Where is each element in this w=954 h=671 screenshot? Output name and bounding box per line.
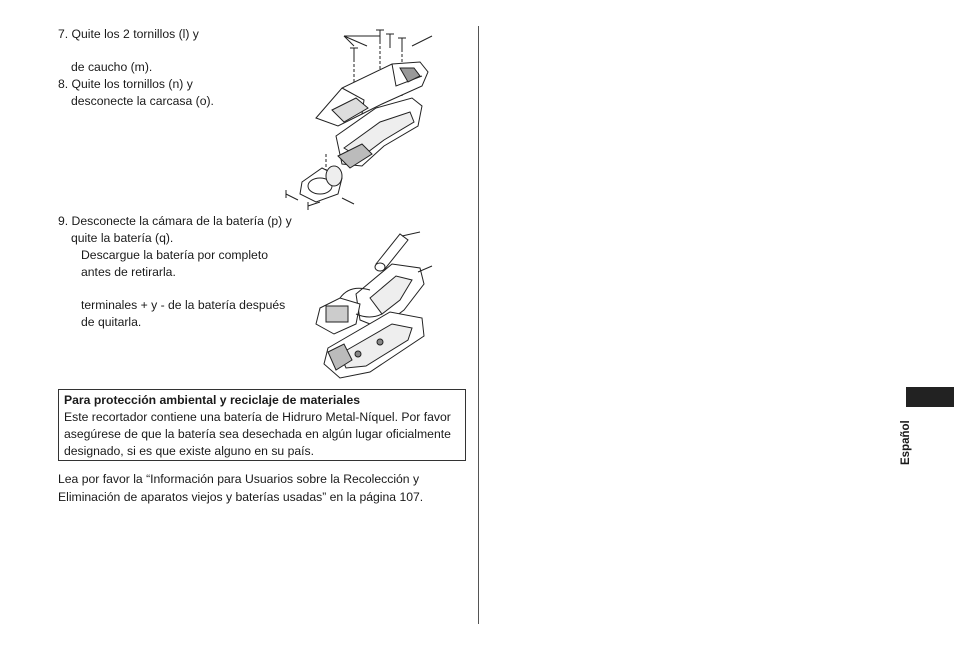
- note-line1: Descargue la batería por completo: [81, 248, 268, 262]
- battery-removal-illustration: [300, 224, 440, 384]
- step9-line2: quite la batería (q).: [71, 231, 174, 245]
- step8-line1: 8. Quite los tornillos (n) y: [58, 77, 193, 91]
- step9-line1: 9. Desconecte la cámara de la batería (p) y: [58, 214, 292, 228]
- note-line3: terminales + y - de la batería después: [81, 298, 286, 312]
- trimmer-disassembly-illustration: [272, 26, 442, 216]
- environment-notice-line1: Este recortador contiene una batería de Hidruro Metal-Níquel. Por favor: [64, 410, 451, 424]
- step8-line2: desconecte la carcasa (o).: [71, 94, 214, 108]
- environment-notice-box: [58, 389, 466, 461]
- note-line2: antes de retirarla.: [81, 265, 176, 279]
- step7-line1: 7. Quite los 2 tornillos (l) y: [58, 27, 199, 41]
- language-tab-marker: [906, 387, 954, 407]
- column-divider: [478, 26, 479, 624]
- reference-line1: Lea por favor la “Información para Usuarios sobre la Recolección y: [58, 472, 420, 486]
- environment-notice-line3: designado, si es que existe alguno en su país.: [64, 444, 315, 458]
- reference-line2: Eliminación de aparatos viejos y baterías usadas” en la página 107.: [58, 490, 424, 504]
- note-line4: de quitarla.: [81, 315, 142, 329]
- environment-notice-line2: asegúrese de que la batería sea desechada en algún lugar oficialmente: [64, 427, 451, 441]
- environment-notice-title: Para protección ambiental y reciclaje de materiales: [64, 393, 361, 407]
- language-tab-label: Español: [900, 420, 912, 465]
- step7-line2: de caucho (m).: [71, 60, 153, 74]
